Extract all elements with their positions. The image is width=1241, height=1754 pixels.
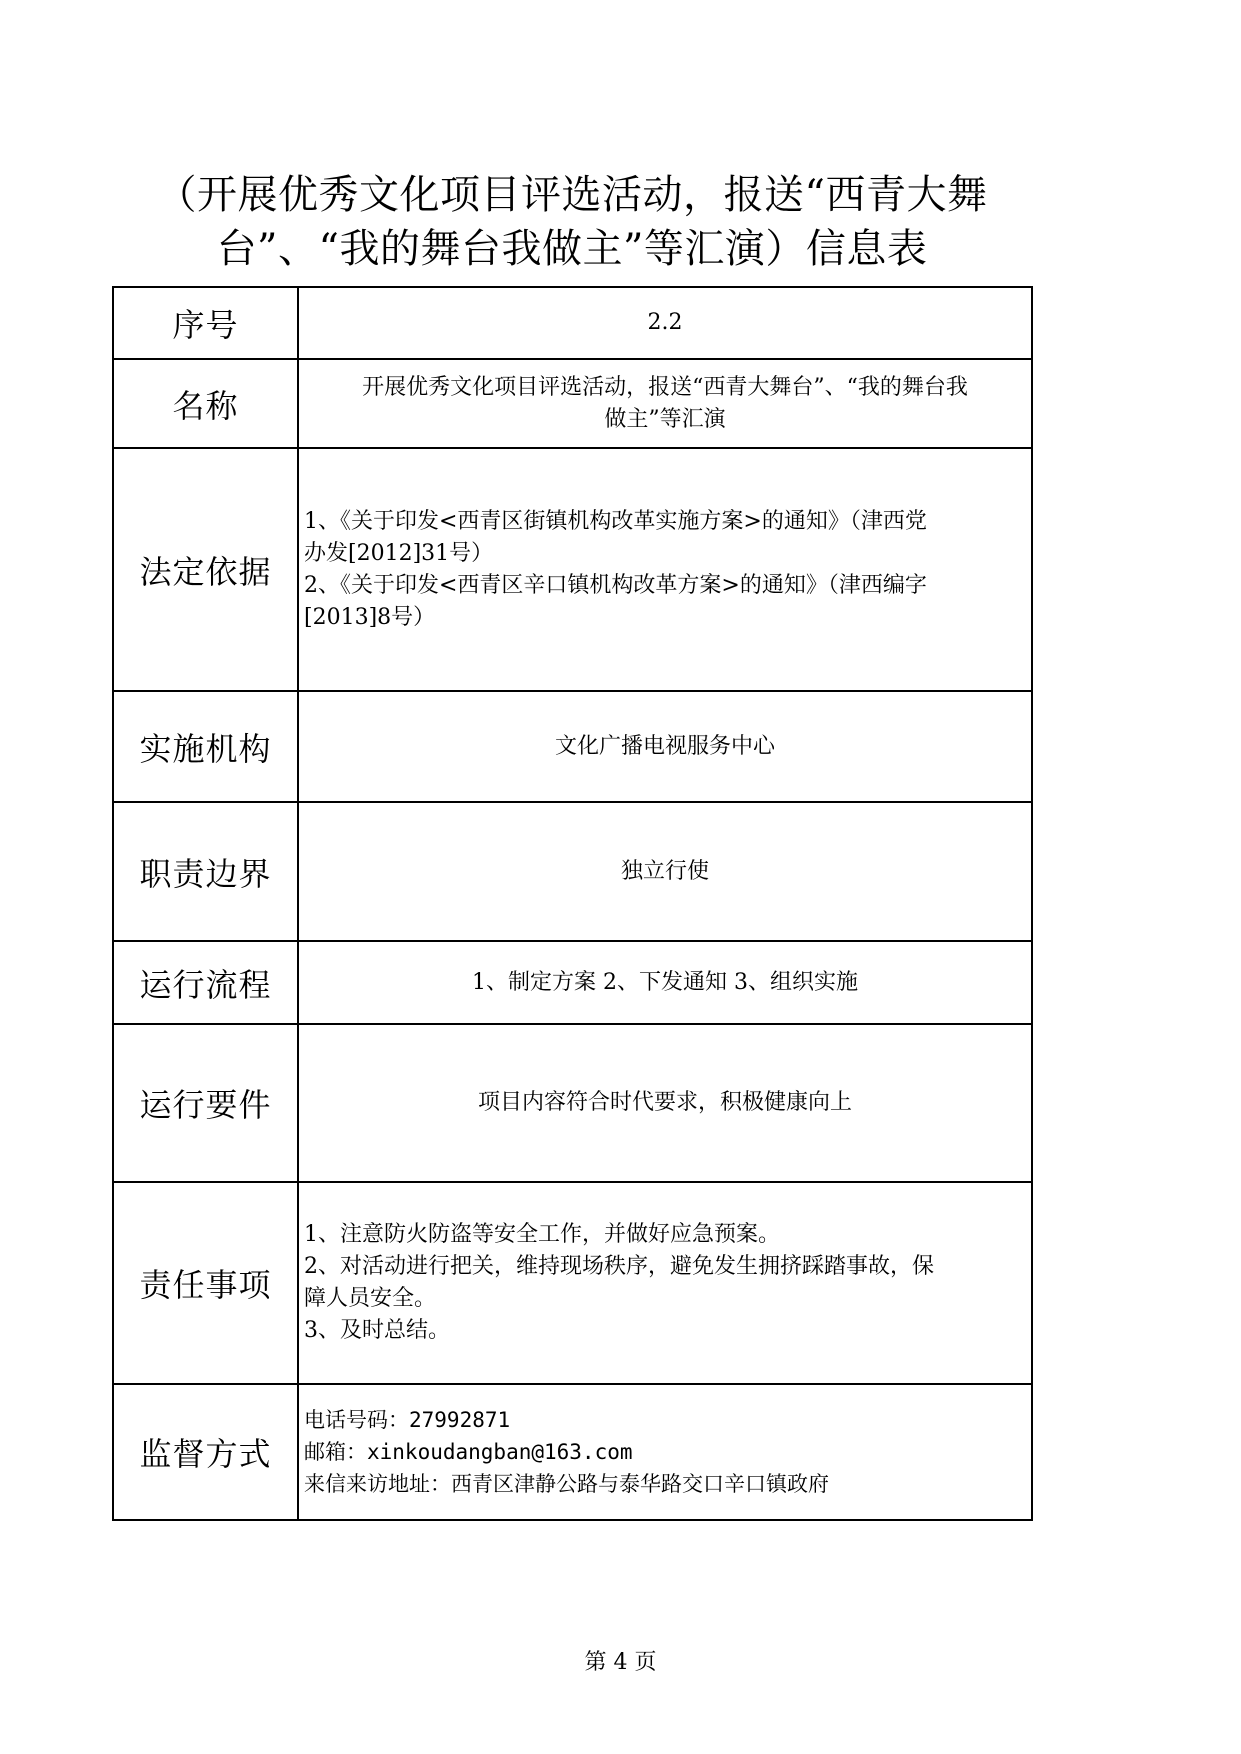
legal-basis-line-4: [2013]8号） — [304, 604, 436, 630]
agency-label: 实施机构 — [113, 691, 298, 802]
supervision-value — [298, 1384, 1032, 1520]
title-line-2: 台”、“我的舞台我做主”等汇演）信息表 — [216, 226, 928, 272]
name-line-2: 做主”等汇演 — [604, 406, 726, 432]
responsibilities-value — [298, 1182, 1032, 1384]
requirements-label: 运行要件 — [113, 1024, 298, 1182]
supervision-phone: 电话号码：27992871 — [304, 1408, 511, 1432]
agency-value: 文化广播电视服务中心 — [298, 691, 1032, 802]
page-number: 第 4 页 — [584, 1650, 657, 1675]
row-agency — [113, 691, 1032, 802]
legal-basis-label: 法定依据 — [113, 448, 298, 691]
boundary-value: 独立行使 — [298, 802, 1032, 941]
row-name — [113, 359, 1032, 448]
boundary-label: 职责边界 — [113, 802, 298, 941]
row-boundary — [113, 802, 1032, 941]
legal-basis-line-3: 2、《关于印发<西青区辛口镇机构改革方案>的通知》（津西编字 — [304, 572, 927, 598]
supervision-address: 来信来访地址：西青区津静公路与泰华路交口辛口镇政府 — [304, 1472, 829, 1496]
row-requirements — [113, 1024, 1032, 1182]
process-label: 运行流程 — [113, 941, 298, 1024]
legal-basis-value — [298, 448, 1032, 691]
page-title — [112, 168, 1032, 276]
responsibilities-line-2: 2、对活动进行把关，维持现场秩序，避免发生拥挤踩踏事故，保 — [304, 1254, 934, 1279]
name-value — [298, 359, 1032, 448]
responsibilities-line-4: 3、及时总结。 — [304, 1318, 450, 1343]
name-label: 名称 — [113, 359, 298, 448]
responsibilities-line-3: 障人员安全。 — [304, 1286, 437, 1311]
row-responsibilities — [113, 1182, 1032, 1384]
name-line-1: 开展优秀文化项目评选活动，报送“西青大舞台”、“我的舞台我 — [362, 374, 968, 400]
supervision-label: 监督方式 — [113, 1384, 298, 1520]
row-legal-basis — [113, 448, 1032, 691]
process-value: 1、制定方案 2、下发通知 3、组织实施 — [298, 941, 1032, 1024]
legal-basis-line-1: 1、《关于印发<西青区街镇机构改革实施方案>的通知》（津西党 — [304, 508, 927, 534]
serial-label: 序号 — [113, 287, 298, 359]
supervision-email: 邮箱：xinkoudangban@163.com — [304, 1440, 633, 1464]
row-supervision — [113, 1384, 1032, 1520]
responsibilities-label: 责任事项 — [113, 1182, 298, 1384]
row-process — [113, 941, 1032, 1024]
legal-basis-line-2: 办发[2012]31号） — [304, 540, 494, 566]
title-line-1: （开展优秀文化项目评选活动，报送“西青大舞 — [156, 172, 988, 218]
requirements-value: 项目内容符合时代要求，积极健康向上 — [298, 1024, 1032, 1182]
info-table — [112, 286, 1033, 1521]
row-serial — [113, 287, 1032, 359]
responsibilities-line-1: 1、注意防火防盗等安全工作，并做好应急预案。 — [304, 1222, 780, 1247]
serial-value: 2.2 — [298, 287, 1032, 359]
